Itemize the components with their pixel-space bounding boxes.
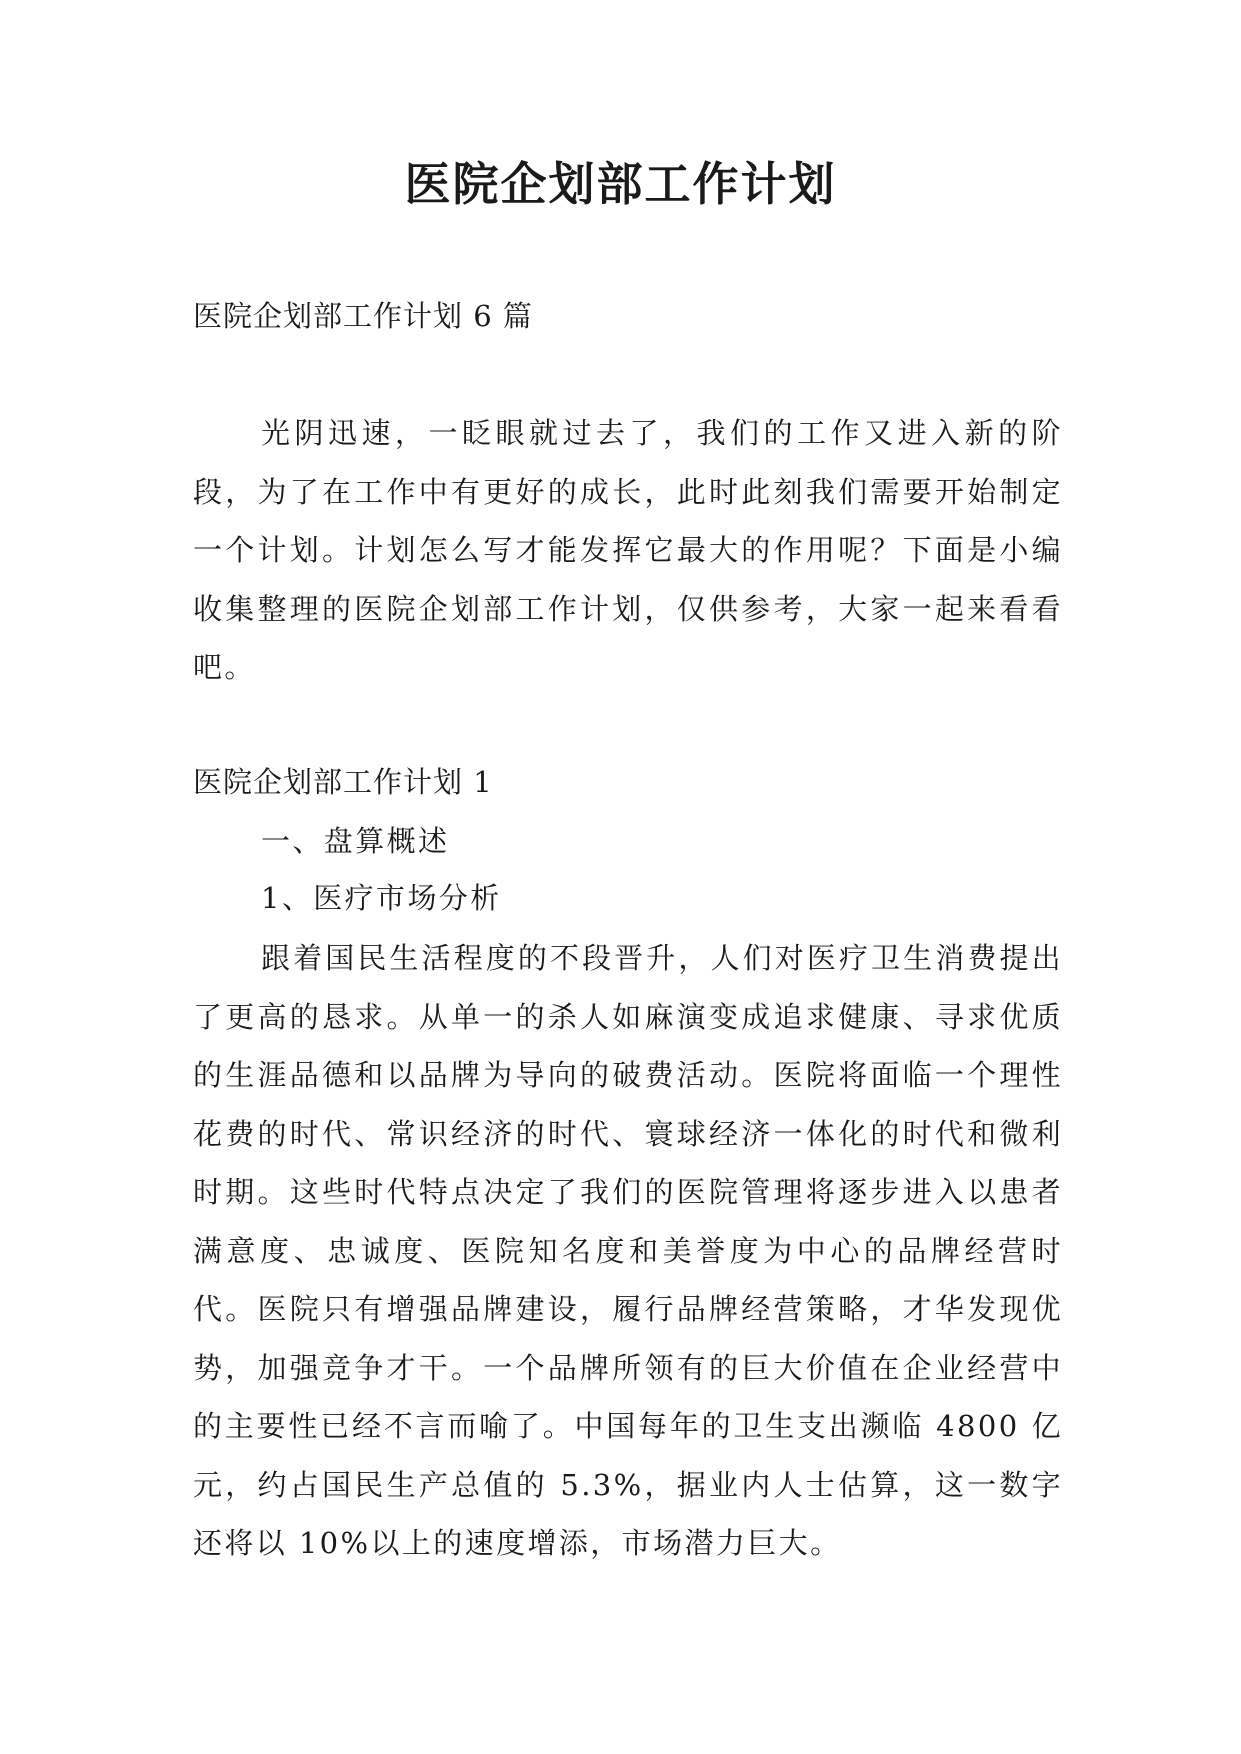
heading-overview: 一、盘算概述 [261, 824, 450, 858]
intro-paragraph: 光阴迅速，一眨眼就过去了，我们的工作又进入新的阶段，为了在工作中有更好的成长，此时此刻我们需要开始制定一个计划。计划怎么写才能发挥它最大的作用呢？下面是小编收集整理的医院企划部工作计划，仅供参考，大家一起来看看吧。 [193, 416, 1063, 684]
document-subtitle: 医院企划部工作计划 6 篇 [193, 299, 533, 333]
document-title: 医院企划部工作计划 [404, 157, 837, 211]
heading-market-analysis: 1、医疗市场分析 [261, 881, 502, 915]
body-paragraph: 跟着国民生活程度的不段晋升，人们对医疗卫生消费提出了更高的恳求。从单一的杀人如麻演变成追求健康、寻求优质的生涯品德和以品牌为导向的破费活动。医院将面临一个理性花费的时代、常识经济的时代、寰球经济一体化的时代和微利时期。这些时代特点决定了我们的医院管理将逐步进入以患者满意度、忠诚度、医院知名度和美誉度为中心的品牌经营时代。医院只有增强品牌建设，履行品牌经营策略，才华发现优势，加强竞争才干。一个品牌所领有的巨大价值在企业经营中的主要性已经不言而喻了。中国每年的卫生支出濒临 4800 亿元，约占国民生产总值的 5.3%，据业内人士估算，这一数字还将以 10%以上的速度增添，市场潜力巨大。 [193, 941, 1063, 1560]
section-title: 医院企划部工作计划 1 [193, 765, 493, 799]
